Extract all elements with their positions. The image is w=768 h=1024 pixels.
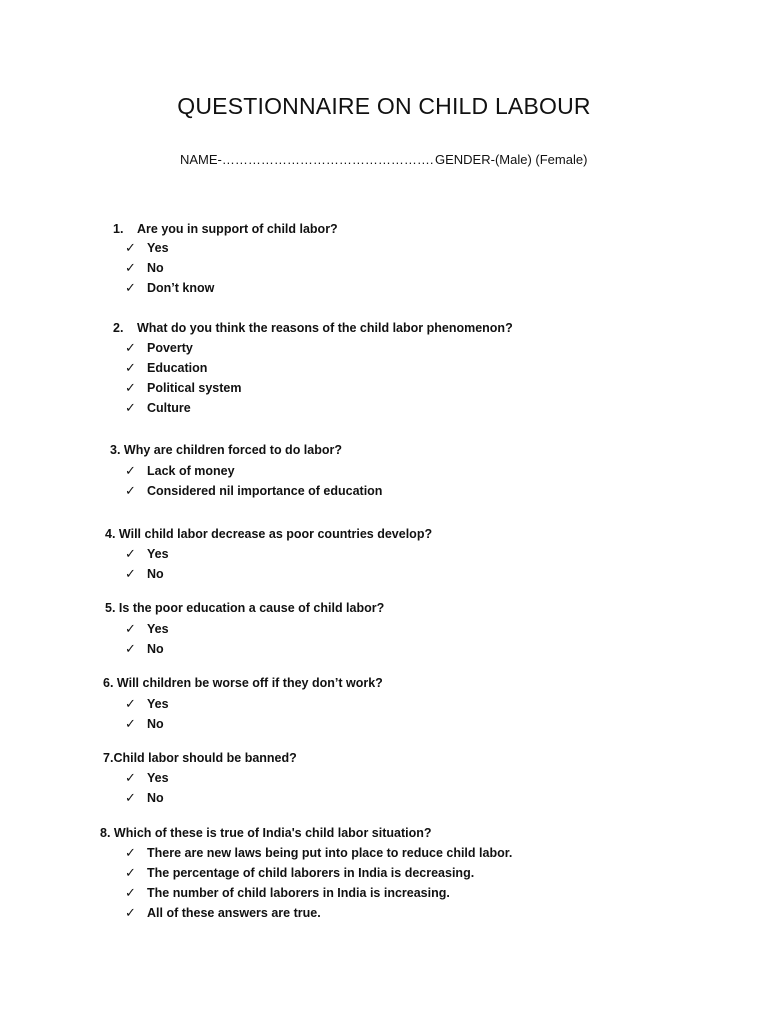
check-icon: ✓	[125, 280, 136, 295]
option-label: Poverty	[147, 341, 193, 355]
options-list	[125, 769, 169, 809]
question-5	[105, 601, 384, 615]
check-icon: ✓	[125, 641, 136, 656]
check-icon: ✓	[125, 865, 136, 880]
check-icon: ✓	[125, 566, 136, 581]
option-label: The number of child laborers in India is increasing.	[147, 886, 450, 900]
options-list	[125, 695, 169, 735]
option-item	[125, 640, 169, 660]
question-text: What do you think the reasons of the child labor phenomenon?	[137, 321, 513, 335]
check-icon: ✓	[125, 790, 136, 805]
option-label: Lack of money	[147, 464, 235, 478]
option-item	[125, 789, 169, 809]
question-text: Why are children forced to do labor?	[123, 443, 343, 457]
option-item	[125, 359, 242, 379]
check-icon: ✓	[125, 240, 136, 255]
option-item	[125, 904, 512, 924]
option-item	[125, 769, 169, 789]
option-label: Yes	[147, 697, 169, 711]
check-icon: ✓	[125, 770, 136, 785]
option-item	[125, 620, 169, 640]
check-icon: ✓	[125, 260, 136, 275]
option-item	[125, 379, 242, 399]
option-label: Yes	[147, 241, 169, 255]
option-item	[125, 844, 512, 864]
option-item	[125, 239, 214, 259]
option-label: No	[147, 791, 164, 805]
question-6	[103, 676, 383, 690]
option-label: Education	[147, 361, 208, 375]
option-label: Yes	[147, 622, 169, 636]
question-1	[113, 222, 338, 236]
option-item	[125, 715, 169, 735]
question-text: Child labor should be banned?	[113, 751, 297, 765]
options-list	[125, 620, 169, 660]
question-text: Are you in support of child labor?	[137, 222, 338, 236]
question-text: Will children be worse off if they don’t work?	[116, 676, 383, 690]
option-label: Don’t know	[147, 281, 215, 295]
check-icon: ✓	[125, 696, 136, 711]
question-number: 1.	[113, 222, 124, 236]
question-number: 8.	[100, 826, 111, 840]
question-2	[113, 321, 513, 335]
check-icon: ✓	[125, 716, 136, 731]
option-label: All of these answers are true.	[147, 906, 321, 920]
option-item	[125, 279, 214, 299]
question-number: 4.	[105, 527, 116, 541]
question-text: Will child labor decrease as poor countries develop?	[118, 527, 433, 541]
option-label: The percentage of child laborers in India is decreasing.	[147, 866, 475, 880]
option-label: There are new laws being put into place to reduce child labor.	[147, 846, 513, 860]
options-list	[125, 844, 512, 924]
question-7	[103, 751, 297, 765]
option-item	[125, 399, 242, 419]
check-icon: ✓	[125, 360, 136, 375]
check-icon: ✓	[125, 905, 136, 920]
options-list	[125, 545, 169, 585]
option-item	[125, 695, 169, 715]
check-icon: ✓	[125, 340, 136, 355]
options-list	[125, 462, 382, 502]
option-item	[125, 462, 382, 482]
question-3	[110, 443, 342, 457]
question-number: 6.	[103, 676, 114, 690]
question-number: 7.	[103, 751, 114, 765]
option-item	[125, 884, 512, 904]
option-label: No	[147, 261, 164, 275]
question-text: Is the poor education a cause of child labor?	[118, 601, 385, 615]
name-field: NAME-………………………………………….	[180, 152, 434, 167]
question-number: 3.	[110, 443, 121, 457]
option-item	[125, 259, 214, 279]
question-number: 5.	[105, 601, 116, 615]
question-4	[105, 527, 432, 541]
option-label: Culture	[147, 401, 191, 415]
option-label: No	[147, 717, 164, 731]
option-label: Political system	[147, 381, 242, 395]
check-icon: ✓	[125, 546, 136, 561]
gender-field: GENDER-(Male) (Female)	[435, 152, 588, 167]
check-icon: ✓	[125, 483, 136, 498]
option-label: No	[147, 567, 164, 581]
check-icon: ✓	[125, 885, 136, 900]
options-list	[125, 239, 214, 299]
check-icon: ✓	[125, 380, 136, 395]
option-item	[125, 545, 169, 565]
option-item	[125, 565, 169, 585]
option-item	[125, 864, 512, 884]
question-number: 2.	[113, 321, 124, 335]
check-icon: ✓	[125, 845, 136, 860]
options-list	[125, 339, 242, 419]
question-8	[100, 826, 432, 840]
check-icon: ✓	[125, 400, 136, 415]
question-text: Which of these is true of India's child labor situation?	[113, 826, 432, 840]
option-label: Considered nil importance of education	[147, 484, 383, 498]
option-item	[125, 339, 242, 359]
document-title: QUESTIONNAIRE ON CHILD LABOUR	[177, 93, 591, 119]
check-icon: ✓	[125, 621, 136, 636]
option-label: No	[147, 642, 164, 656]
check-icon: ✓	[125, 463, 136, 478]
option-label: Yes	[147, 771, 169, 785]
option-label: Yes	[147, 547, 169, 561]
option-item	[125, 482, 382, 502]
